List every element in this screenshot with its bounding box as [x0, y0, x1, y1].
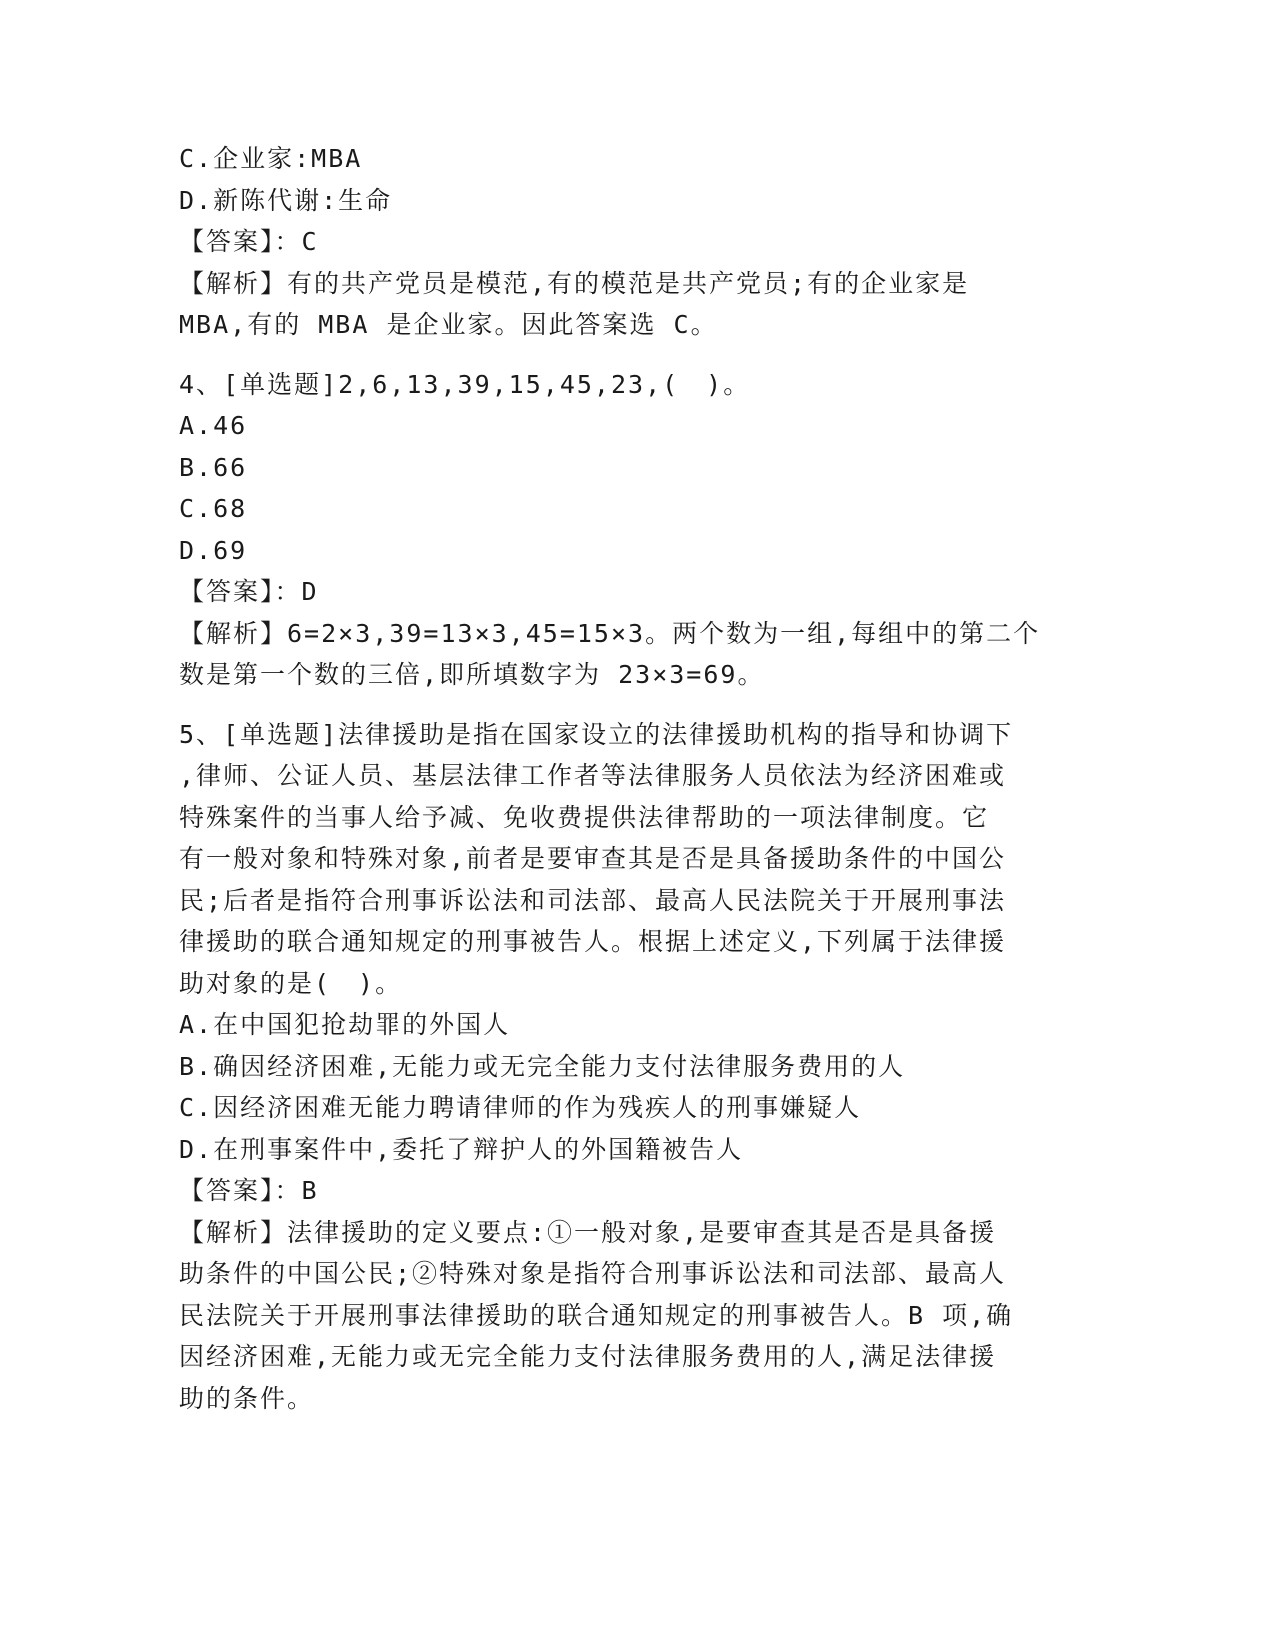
question-5: [179, 714, 1039, 1420]
q4-question: 4、[单选题]2,6,13,39,15,45,23,( )。: [179, 369, 751, 399]
q5-analysis-line: 因经济困难,无能力或无完全能力支付法律服务费用的人,满足法律援: [179, 1342, 997, 1371]
q5-question-line: 特殊案件的当事人给予减、免收费提供法律帮助的一项法律制度。它: [179, 802, 990, 832]
q3-analysis-line: 【解析】有的共产党员是模范,有的模范是共产党员;有的企业家是: [179, 268, 970, 298]
q5-question-line: 5、[单选题]法律援助是指在国家设立的法律援助机构的指导和协调下: [179, 719, 1014, 749]
q5-question-line: 助对象的是( )。: [179, 968, 403, 998]
q4-analysis-line: 【解析】6=2×3,39=13×3,45=15×3。两个数为一组,每组中的第二个: [179, 618, 1041, 648]
q3-option-d: D.新陈代谢:生命: [179, 185, 393, 215]
q4-analysis: [179, 613, 1039, 696]
q5-analysis: [179, 1212, 1039, 1420]
q5-option-c: C.因经济困难无能力聘请律师的作为残疾人的刑事嫌疑人: [179, 1093, 862, 1122]
q3-answer: 【答案】：C: [179, 227, 319, 256]
q5-answer: 【答案】：B: [179, 1176, 319, 1205]
q4-analysis-line: 数是第一个数的三倍,即所填数字为 23×3=69。: [179, 660, 765, 689]
q4-option-a: A.46: [179, 411, 248, 440]
q3-option-c: C.企业家:MBA: [179, 144, 363, 173]
q5-question: [179, 714, 1039, 1005]
q4-option-d: D.69: [179, 535, 248, 565]
q5-option-a: A.在中国犯抢劫罪的外国人: [179, 1010, 511, 1039]
q5-option-d: D.在刑事案件中,委托了辩护人的外国籍被告人: [179, 1134, 744, 1164]
q5-analysis-line: 助的条件。: [179, 1383, 315, 1413]
q5-question-line: 律援助的联合通知规定的刑事被告人。根据上述定义,下列属于法律援: [179, 927, 1007, 956]
document-page: [179, 138, 1039, 1419]
q3-analysis: [179, 263, 1039, 346]
q5-analysis-line: 助条件的中国公民;②特殊对象是指符合刑事诉讼法和司法部、最高人: [179, 1259, 1007, 1288]
q4-answer: 【答案】：D: [179, 577, 319, 606]
q5-option-b: B.确因经济困难,无能力或无完全能力支付法律服务费用的人: [179, 1051, 906, 1081]
q5-question-line: 民;后者是指符合刑事诉讼法和司法部、最高人民法院关于开展刑事法: [179, 885, 1007, 915]
q5-analysis-line: 民法院关于开展刑事法律援助的联合通知规定的刑事被告人。B 项,确: [179, 1300, 1014, 1330]
q5-question-line: 有一般对象和特殊对象,前者是要审查其是否是具备援助条件的中国公: [179, 844, 1007, 873]
q5-analysis-line: 【解析】法律援助的定义要点:①一般对象,是要审查其是否是具备援: [179, 1217, 997, 1247]
q4-option-b: B.66: [179, 452, 248, 482]
q5-question-line: ,律师、公证人员、基层法律工作者等法律服务人员依法为经济困难或: [179, 761, 1007, 790]
q4-option-c: C.68: [179, 494, 248, 523]
question-3-tail: [179, 138, 1039, 346]
question-4: [179, 364, 1039, 696]
q3-analysis-line: MBA,有的 MBA 是企业家。因此答案选 C。: [179, 310, 718, 339]
